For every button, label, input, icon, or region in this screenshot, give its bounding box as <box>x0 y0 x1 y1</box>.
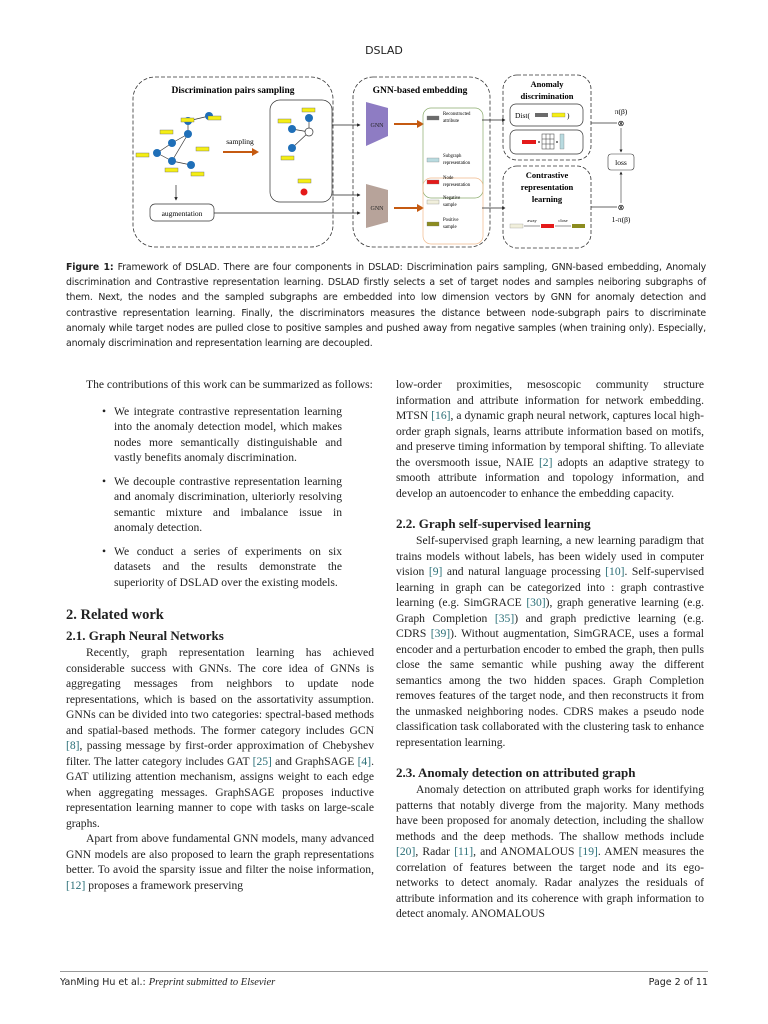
legend-label: representation <box>443 161 471 166</box>
graph-node <box>184 130 192 138</box>
text-run: ), graph generative learning (e.g. Graph Completion <box>396 596 704 625</box>
subsection-heading-gnn: 2.1. Graph Neural Networks <box>66 628 224 643</box>
attribute-bar <box>208 116 221 120</box>
framework-figure <box>130 72 650 252</box>
negative-sample-swatch <box>510 224 523 228</box>
page-number: Page 2 of 11 <box>648 977 708 988</box>
attribute-bars <box>136 116 221 176</box>
node-rep-swatch <box>522 140 536 144</box>
paragraph-anomaly-detection <box>396 782 704 922</box>
legend-label: Negative <box>443 196 461 201</box>
legend-swatch <box>427 222 439 226</box>
text-run: Self-supervised graph learning, a new learning paradigm that trains models without labels, has been widely used in computer vision <box>396 534 704 578</box>
gnn-encoder-bottom-label: GNN <box>370 206 384 212</box>
contrastive-panel <box>503 166 591 248</box>
embed-arrow-icon <box>394 120 424 128</box>
target-node-red <box>301 189 308 196</box>
away-label: away <box>527 218 537 223</box>
citation-link[interactable]: [11] <box>454 845 474 858</box>
text-run: adopts an adaptive strategy to smooth attribute information and topology information, and develop an autoencoder to enhance the embedding capacity. <box>396 455 704 500</box>
subsection-heading-self-supervised: 2.2. Graph self-supervised learning <box>396 516 591 531</box>
anomaly-panel <box>503 75 591 160</box>
attribute-bar <box>281 156 294 160</box>
left-column <box>66 377 374 893</box>
citation-link[interactable]: [16] <box>431 409 451 422</box>
masked-target-node <box>305 128 313 136</box>
attribute-bar <box>196 147 209 151</box>
text-run: and natural language processing <box>442 565 606 578</box>
subgraph-node <box>305 114 313 122</box>
legend-label: sample <box>443 225 457 230</box>
contributions-list <box>114 404 342 591</box>
dist-close: ) <box>567 111 570 120</box>
legend-label: representation <box>443 183 471 188</box>
citation-link[interactable]: [2] <box>538 455 553 469</box>
citation-link[interactable]: [10] <box>605 565 625 578</box>
legend-swatch <box>427 116 439 120</box>
paragraph-continued <box>396 377 704 501</box>
loss-block <box>591 107 634 224</box>
sampling-panel-title: Discrimination pairs sampling <box>171 86 295 96</box>
contributions-intro: The contributions of this work can be summarized as follows: <box>86 378 373 391</box>
gnn-encoder-top-label: GNN <box>370 123 384 129</box>
legend-label: Node <box>443 176 454 181</box>
text-run: . GAT utilizing attention mechanism, assigns weight to each edge when aggregating messages. GraphSAGE proposes inductive representation learning manner to cope with tasks on large-scale graphs. <box>66 754 374 830</box>
close-label: close <box>558 218 568 223</box>
embed-arrow-icon <box>394 204 424 212</box>
citation-link[interactable]: [8] <box>66 739 80 752</box>
node-rep-swatch <box>541 224 554 228</box>
legend-label: Reconstructed <box>443 112 471 117</box>
contribution-item: • We conduct a series of experiments on six datasets and the results demonstrate the superiority of DSLAD over the existing models. <box>114 544 342 591</box>
embedding-panel <box>353 77 505 247</box>
figure-caption <box>66 260 706 351</box>
running-title: DSLAD <box>365 44 403 57</box>
legend-label: sample <box>443 203 457 208</box>
contrastive-title-line1: Contrastive <box>525 170 569 180</box>
text-run: . Self-supervised learning in graph can be categorized into : graph contrastive learning (e.g. SimGRACE <box>396 565 705 609</box>
citation-link[interactable]: [19] <box>578 845 598 858</box>
embedding-legend <box>427 112 471 230</box>
subgraph-node <box>288 125 296 133</box>
anomaly-title-line1: Anomaly <box>530 79 564 89</box>
legend-label: Positive <box>443 218 459 223</box>
attribute-bar <box>298 179 311 183</box>
legend-swatch <box>427 158 439 162</box>
footer-author-text: YanMing Hu et al.: <box>60 977 146 988</box>
reconstructed-attr-swatch <box>535 113 548 117</box>
text-run: , and ANOMALOUS <box>473 845 579 858</box>
citation-link[interactable]: [20] <box>396 845 416 858</box>
contribution-item: • We integrate contrastive representation learning into the anomaly detection model, which makes nodes more semantically distinguishable and vastly benefits anomaly discrimination. <box>114 404 342 466</box>
paragraph-gnn <box>66 645 374 831</box>
legend-swatch <box>427 200 439 204</box>
sampling-arrow-label: sampling <box>226 137 254 146</box>
graph-node <box>168 157 176 165</box>
sampled-subgraph-box <box>270 100 332 202</box>
right-column <box>396 377 704 922</box>
attribute-bar <box>165 168 178 172</box>
text-run: proposes a framework preserving <box>85 878 244 892</box>
section-heading-related-work: 2. Related work <box>66 607 164 623</box>
footer-venue: Preprint submitted to Elsevier <box>148 977 276 988</box>
paragraph-advanced-gnn <box>66 831 374 893</box>
attribute-bar <box>160 130 173 134</box>
citation-link[interactable]: [25] <box>252 754 272 768</box>
footer-divider <box>60 971 708 972</box>
augmentation-label: augmentation <box>161 209 203 218</box>
text-run: . AMEN measures the correlation of features between the target node and its ego-networks to detect anomaly. Radar analyzes the residuals of attribute information and its coherence with graph information to detect anomaly. ANOMALOUS <box>396 845 704 920</box>
attribute-bar <box>181 118 194 122</box>
text-run: Recently, graph representation learning has achieved considerable success with GNNs. The core idea of GNNs is aggregating messages from neighbors to update node representations, which is based on the assortativity assumption. GNNs can be divided into two categories: spectral-based methods and spatial-based methods. The former category includes GCN <box>66 646 374 737</box>
multiply-icon: ⊗ <box>617 119 625 128</box>
text-run: Apart from above fundamental GNN models, many advanced GNN models are also proposed to learn the graph representations better. To avoid the sparsity issue and filter the noise information, <box>66 832 374 876</box>
citation-link[interactable]: [9] <box>428 565 443 578</box>
weight-matrix-icon <box>542 134 554 149</box>
legend-label: Subgraph <box>443 154 462 159</box>
legend-swatch <box>427 180 439 184</box>
contribution-item: • We decouple contrastive representation learning and anomaly discrimination, ulteriorly resolving semantic mixture and imbalance issue in anomaly detection. <box>114 474 342 536</box>
citation-link[interactable]: [12] <box>66 878 86 892</box>
sampling-arrow-icon <box>223 148 259 156</box>
multiply-icon: ⊗ <box>617 203 625 212</box>
embedding-panel-title: GNN-based embedding <box>372 86 468 96</box>
dist-label: Dist( <box>515 111 530 120</box>
sampling-panel <box>133 77 360 247</box>
figure-label: Figure 1: <box>66 262 114 273</box>
text-run: and GraphSAGE <box>271 754 358 768</box>
contrastive-title-line3: learning <box>531 194 563 204</box>
anomaly-title-line2: discrimination <box>520 91 574 101</box>
citation-link[interactable]: [39] <box>430 627 451 640</box>
citation-link[interactable]: [4] <box>357 754 372 768</box>
graph-node <box>168 139 176 147</box>
paragraph-self-supervised <box>396 533 704 750</box>
weight-bottom-label: 1-π(β) <box>611 215 631 224</box>
citation-link[interactable]: [30] <box>526 596 546 609</box>
attribute-bar <box>302 108 315 112</box>
text-run: , Radar <box>415 845 455 858</box>
positive-sample-swatch <box>572 224 585 228</box>
footer-authors <box>60 977 275 988</box>
attribute-bar <box>136 153 149 157</box>
subgraph-node <box>288 144 296 152</box>
contrastive-title-line2: representation <box>520 182 574 192</box>
text-run: , a dynamic graph neural network, captures local high-order graph signals, learns attribute information based on motifs, and preserve timing information by temporal shifting. To alleviate the oversmooth issue, NAIE <box>396 409 704 469</box>
loss-label: loss <box>615 158 627 167</box>
attribute-bar <box>278 119 291 123</box>
graph-node <box>153 149 161 157</box>
graph-node <box>187 161 195 169</box>
weight-top-label: π(β) <box>614 107 628 116</box>
legend-label: attribute <box>443 119 459 124</box>
subsection-heading-anomaly-detection: 2.3. Anomaly detection on attributed graph <box>396 765 636 780</box>
original-attr-swatch <box>552 113 565 117</box>
attribute-bar <box>191 172 204 176</box>
text-run: ) and graph predictive learning (e.g. CDRS <box>396 611 704 640</box>
caption-text: Framework of DSLAD. There are four components in DSLAD: Discrimination pairs sampling, GNN-based embedding, Anomaly discrimination and Contrastive representation learning. DSLAD firstly selects a set of target nodes and samples neiboring subgraphs of them. Next, the nodes and the sampled subgraphs are embedded into low dimension vectors by GNN for anomaly detection and contrastive representation learning. Finally, the discriminators measures the distance between node-subgraph pairs to discriminate anomaly while target nodes are pulled close to positive samples and pushed away from negative samples (when training only). Especially, anomaly discrimination and representation learning are decoupled. <box>66 262 707 350</box>
citation-link[interactable]: [35] <box>494 611 515 625</box>
subgraph-rep-swatch <box>560 134 564 149</box>
input-graph-edges <box>157 116 209 165</box>
text-run: ). Without augmentation, SimGRACE, uses a formal encoder and a perturbation encoder to embed the graph, then pulls close the same semantic while pushing away the different semantics among the two hidden spaces. Graph Completion removes features of the target node, and then reconstructs it from the unmasked neighboring nodes. CDRS makes a pseudo node classification task collaborated with the clustering task to enhance representation learning. <box>396 627 705 749</box>
text-run: , passing message by first-order approximation of Chebyshev filter. The latter category includes GAT <box>66 739 374 768</box>
text-run: Anomaly detection on attributed graph works for identifying patterns that notably diverge from the majority. Many methods have been proposed for anomaly detection, including the shallow methods and the deep methods. The shallow methods include <box>396 783 704 843</box>
text-run: low-order proximities, mesoscopic community structure information and attribute information for network embedding. MTSN <box>396 378 704 422</box>
